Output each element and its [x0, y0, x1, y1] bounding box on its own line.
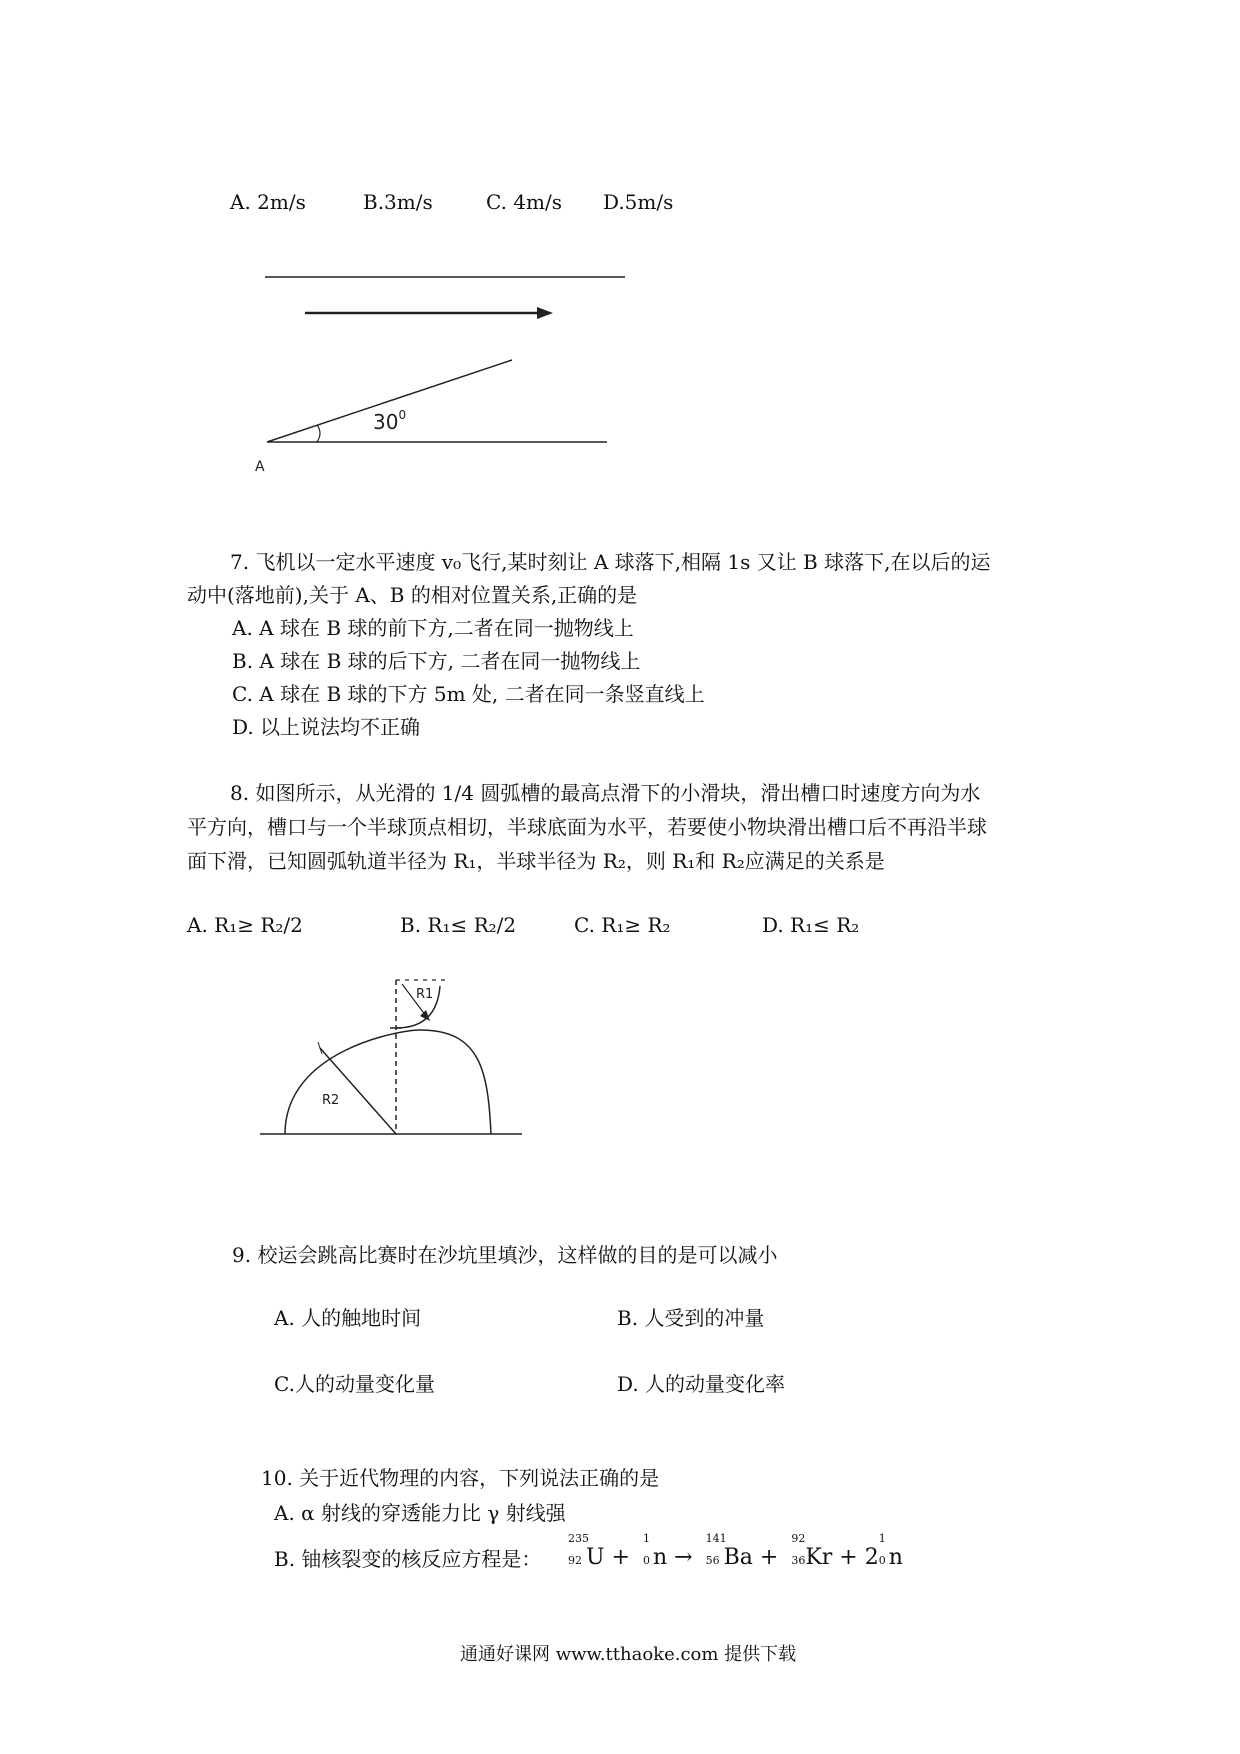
- q6-incline-figure: [255, 265, 615, 485]
- q8-hemisphere-figure: [250, 970, 530, 1150]
- q8-stem-line1: 8. 如图所示，从光滑的 1/4 圆弧槽的最高点滑下的小滑块，滑出槽口时速度方向为水: [230, 781, 981, 805]
- q9-option-c: C.人的动量变化量: [274, 1372, 435, 1396]
- nuclide-neutron: 1 0 n: [642, 1532, 668, 1570]
- q8-r1-label: R1: [416, 987, 434, 1002]
- q6-angle-label: $30^0$: [373, 408, 407, 434]
- q8-hemisphere-arc: [285, 1030, 491, 1134]
- eq-plus-2: +: [759, 1545, 779, 1570]
- q6-option-b: B.3m/s: [363, 190, 433, 214]
- q10-option-a: A. α 射线的穿透能力比 γ 射线强: [274, 1501, 566, 1525]
- q6-velocity-arrowhead: [537, 307, 553, 319]
- q8-radius-r2: [320, 1048, 396, 1134]
- q8-stem-line3: 面下滑，已知圆弧轨道半径为 R₁，半球半径为 R₂，则 R₁和 R₂应满足的关系是: [187, 849, 885, 873]
- q10-fission-equation: [562, 1532, 903, 1573]
- eq-plus-1: +: [611, 1545, 630, 1570]
- q6-option-c: C. 4m/s: [486, 190, 562, 214]
- nuclide-kr92: 92 36 Kr: [791, 1532, 833, 1570]
- q6-option-d: D.5m/s: [603, 190, 674, 214]
- q10-option-b-prefix: B. 铀核裂变的核反应方程是：: [274, 1547, 542, 1571]
- q8-option-c: C. R₁≥ R₂: [574, 913, 671, 937]
- q9-option-b: B. 人受到的冲量: [617, 1306, 765, 1330]
- q7-option-d: D. 以上说法均不正确: [232, 715, 421, 739]
- footer-text: 通通好课网 www.tthaoke.com 提供下载: [460, 1644, 797, 1665]
- q8-r2-tick: [318, 1042, 322, 1054]
- q8-option-d: D. R₁≤ R₂: [762, 913, 860, 937]
- nuclide-u235: 235 92 U: [568, 1532, 605, 1570]
- eq-plus-3: + 2: [839, 1545, 879, 1570]
- q7-option-b: B. A 球在 B 球的后下方, 二者在同一抛物线上: [232, 649, 641, 673]
- q6-point-label: A: [255, 459, 265, 475]
- eq-arrow: →: [674, 1545, 693, 1570]
- q9-stem: 9. 校运会跳高比赛时在沙坑里填沙，这样做的目的是可以减小: [232, 1243, 778, 1267]
- q8-option-b: B. R₁≤ R₂/2: [400, 913, 517, 937]
- q10-stem: 10. 关于近代物理的内容，下列说法正确的是: [261, 1466, 660, 1490]
- q7-stem-line1: 7. 飞机以一定水平速度 v₀飞行,某时刻让 A 球落下,相隔 1s 又让 B 球落下,在以后的运: [230, 550, 991, 574]
- q8-stem-line2: 平方向，槽口与一个半球顶点相切，半球底面为水平，若要使小物块滑出槽口后不再沿半球: [187, 815, 987, 839]
- q9-option-d: D. 人的动量变化率: [617, 1372, 786, 1396]
- q6-option-a: A. 2m/s: [230, 190, 306, 214]
- q8-r2-label: R2: [322, 1093, 340, 1108]
- q9-option-a: A. 人的触地时间: [274, 1306, 422, 1330]
- q8-option-a: A. R₁≥ R₂/2: [187, 913, 303, 937]
- q7-option-c: C. A 球在 B 球的下方 5m 处, 二者在同一条竖直线上: [232, 682, 705, 706]
- nuclide-ba141: 141 56 Ba: [705, 1532, 753, 1570]
- q7-stem-line2: 动中(落地前),关于 A、B 的相对位置关系,正确的是: [187, 583, 638, 607]
- q7-option-a: A. A 球在 B 球的前下方,二者在同一抛物线上: [232, 616, 634, 640]
- nuclide-neutron-2: 1 0 n: [878, 1532, 903, 1570]
- q6-angle-arc: [317, 425, 320, 442]
